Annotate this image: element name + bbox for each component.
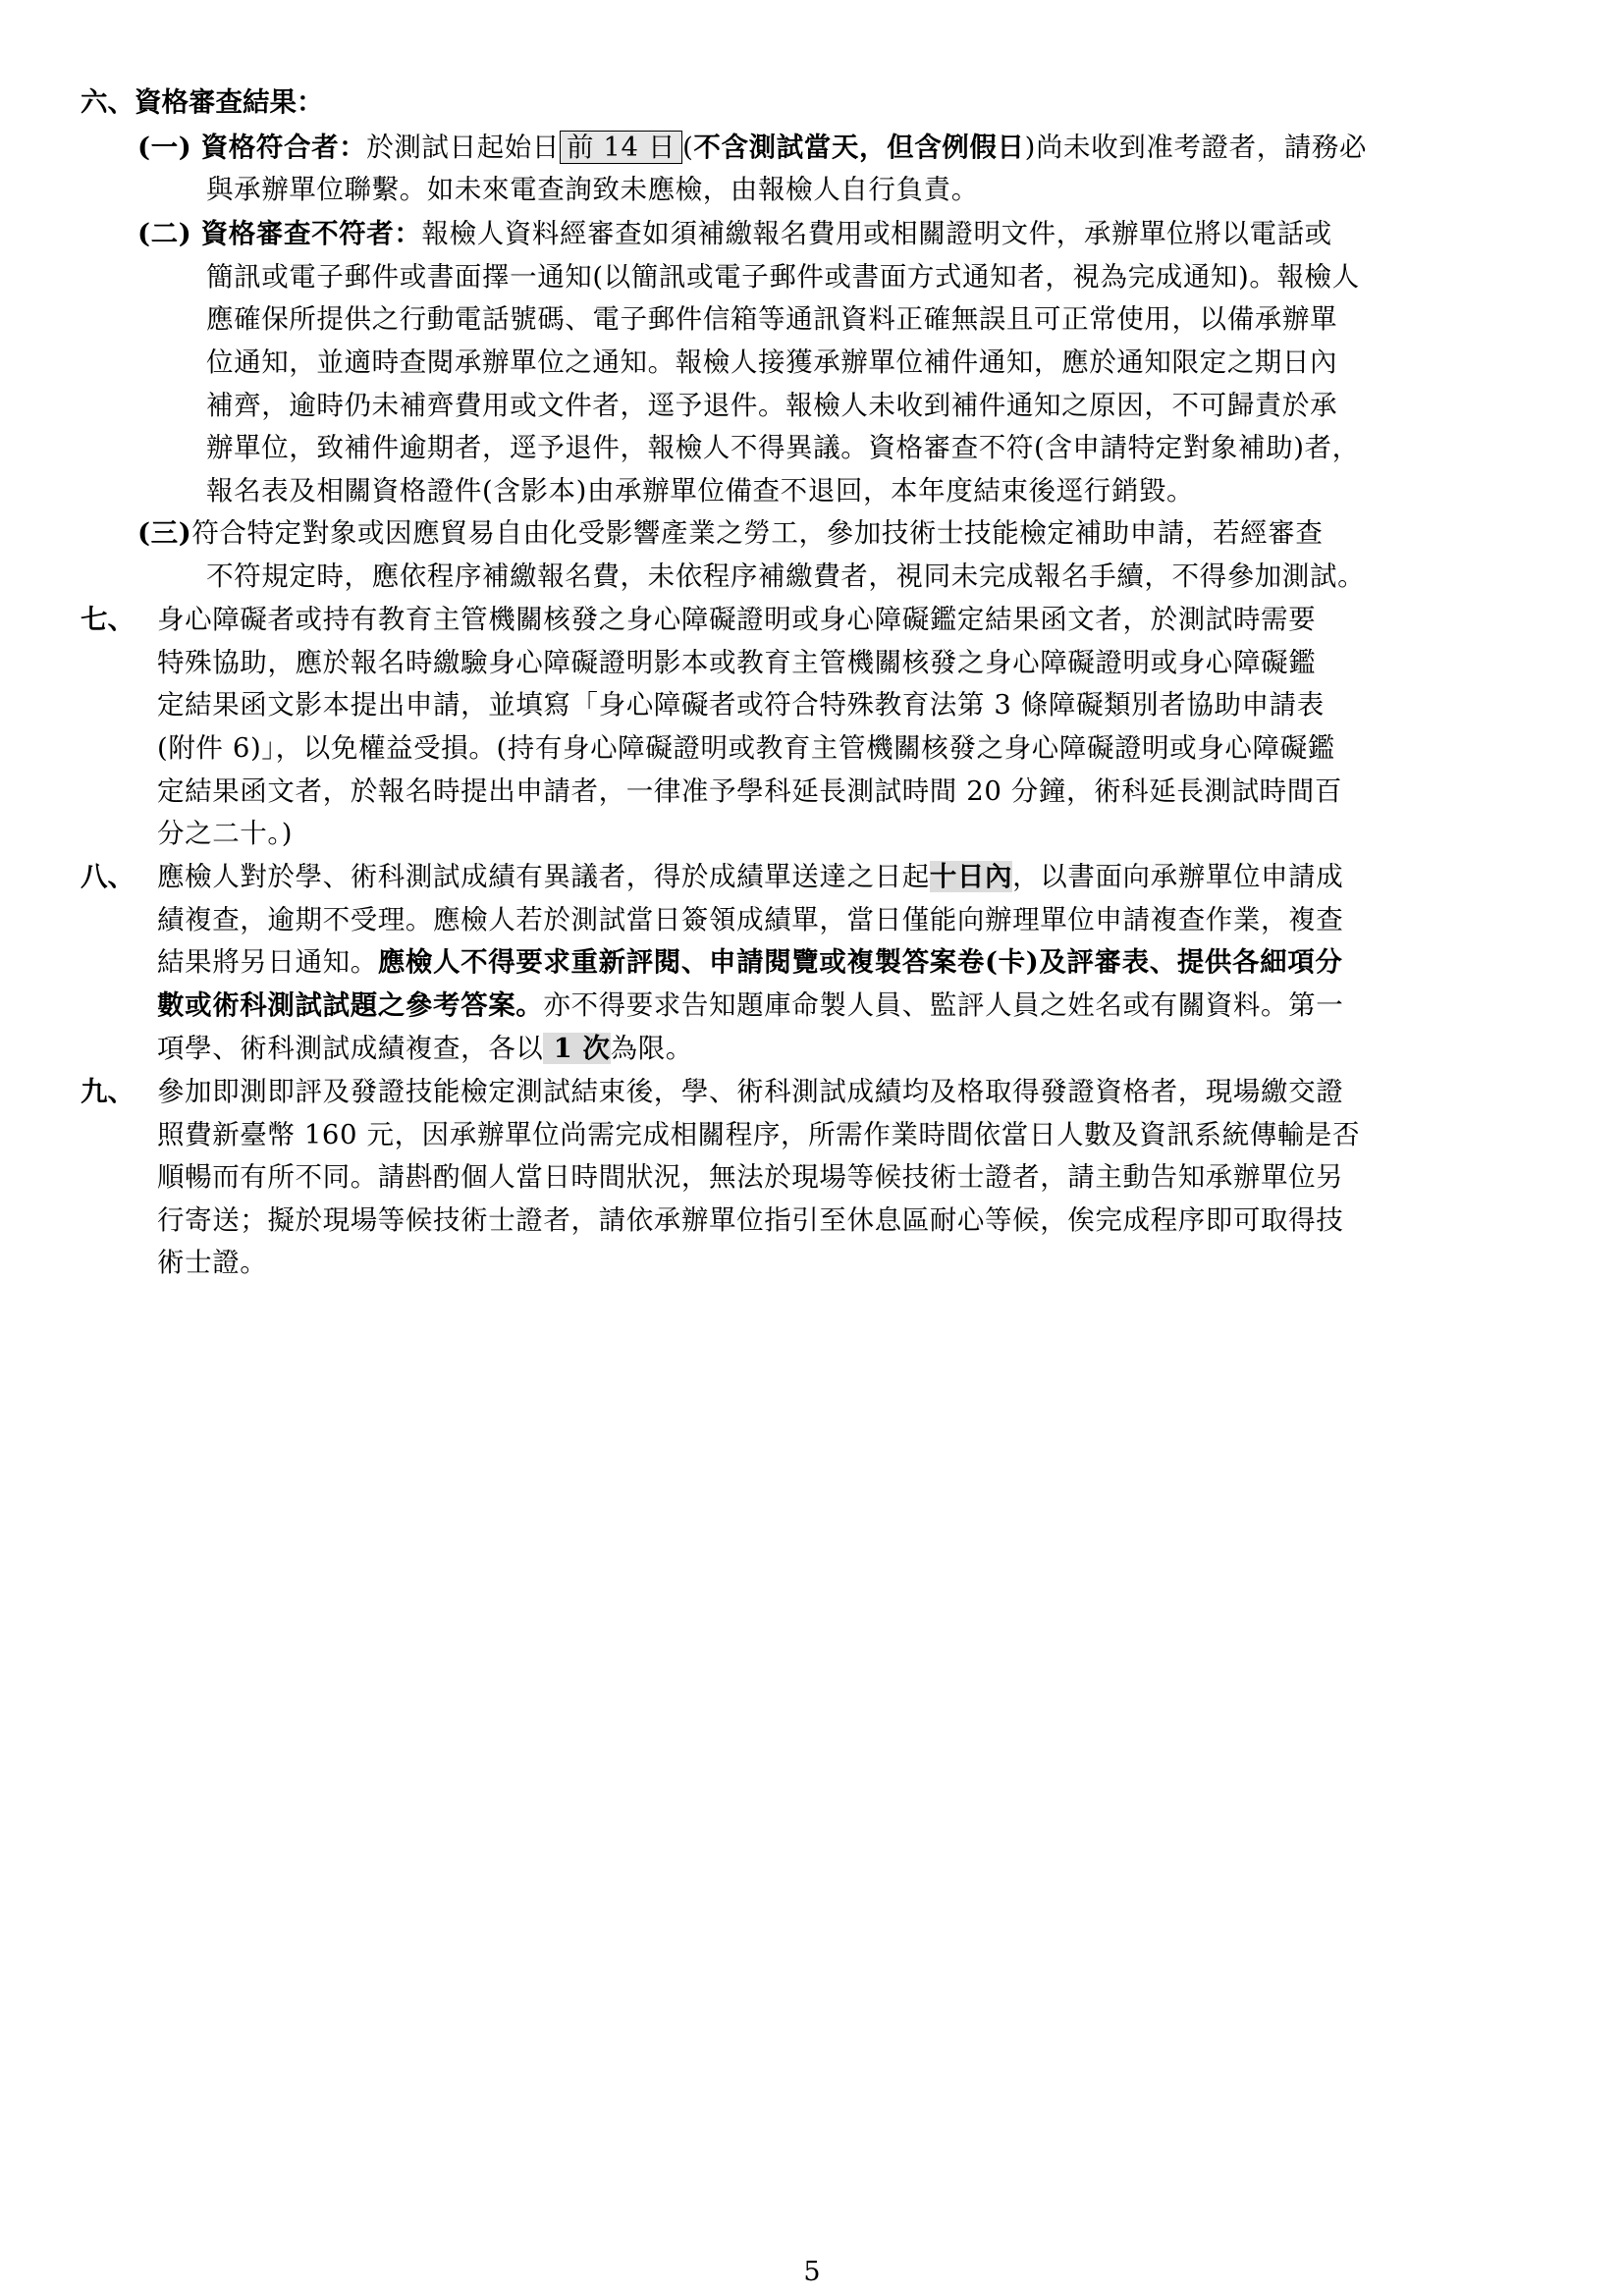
section-8-bold-text-1: 應檢人不得要求重新評閱、申請閱覽或複製答案卷(卡)及評審表、提供各細項分 (377, 946, 1343, 978)
section-8-line-1 (157, 857, 1343, 896)
item-1-bold-text: 不含測試當天，但含例假日 (693, 132, 1025, 163)
section-9-line-2: 照費新臺幣 160 元，因承辦單位尚需完成相關程序，所需作業時間依當日人數及資訊系統傳輸是否 (157, 1119, 1361, 1150)
item-3-number: (三) (137, 517, 192, 549)
item-2-line-1 (137, 214, 1332, 253)
section-7-line-5: 定結果函文者，於報名時提出申請者，一律准予學科延長測試時間 20 分鐘，術科延長測試時間百 (157, 775, 1342, 807)
item-2-line-5: 補齊，逾時仍未補齊費用或文件者，逕予退件。報檢人未收到補件通知之原因，不可歸責於承 (206, 390, 1338, 421)
section-8-bold-text-2: 數或術科測試試題之參考答案。 (157, 989, 544, 1021)
item-2-number: (二) (137, 218, 192, 249)
section-8-line-4 (157, 986, 1343, 1025)
item-3-line-1 (137, 513, 1323, 553)
section-9-line-1: 參加即測即評及發證技能檢定測試結束後，學、術科測試成績均及格取得發證資格者，現場繳交證 (157, 1076, 1344, 1107)
item-2-text: 報檢人資料經審查如須補繳報名費用或相關證明文件，承辦單位將以電話或 (421, 218, 1332, 249)
item-1-title: 資格符合者： (200, 132, 367, 163)
section-7-line-6: 分之二十。) (157, 818, 294, 849)
section-9-line-4: 行寄送；擬於現場等候技術士證者，請依承辦單位指引至休息區耐心等候，俟完成程序即可取得技 (157, 1204, 1344, 1236)
item-1-line-1 (137, 128, 1367, 167)
section-8-line-5 (157, 1029, 693, 1068)
item-1-text-b: ( (682, 132, 694, 163)
section-7-line-4: (附件 6)」，以免權益受損。(持有身心障礙證明或教育主管機關核發之身心障礙證明或身心障礙鑑 (157, 732, 1335, 764)
item-1-number: (一) (137, 132, 192, 163)
section-7-number: 七、 (81, 604, 135, 635)
section-8-text-e: 項學、術科測試成績複查，各以 (157, 1033, 544, 1064)
item-1-line-2: 與承辦單位聯繫。如未來電查詢致未應檢，由報檢人自行負責。 (206, 174, 979, 205)
item-2-title: 資格審查不符者： (200, 218, 422, 249)
section-7-line-3: 定結果函文影本提出申請，並填寫「身心障礙者或符合特殊教育法第 3 條障礙類別者協助申請表 (157, 689, 1325, 721)
section-8-text-f: 為限。 (610, 1033, 693, 1064)
item-2-line-4: 位通知，並適時查閱承辦單位之通知。報檢人接獲承辦單位補件通知，應於通知限定之期日內 (206, 347, 1338, 378)
section-8-text-d: 亦不得要求告知題庫命製人員、監評人員之姓名或有關資料。第一 (543, 989, 1344, 1021)
section-9-number: 九、 (81, 1076, 135, 1107)
item-1-text-a: 於測試日起始日 (366, 132, 560, 163)
section-8-highlight-ten-days: 十日內 (929, 861, 1013, 892)
section-8-text-a: 應檢人對於學、術科測試成績有異議者，得於成績單送達之日起 (157, 861, 930, 892)
section-8-text-c: 結果將另日通知。 (157, 946, 378, 978)
section-7-line-1: 身心障礙者或持有教育主管機關核發之身心障礙證明或身心障礙鑑定結果函文者，於測試時需要 (157, 604, 1317, 635)
section-8-line-3 (157, 942, 1342, 982)
section-9-line-3: 順暢而有所不同。請斟酌個人當日時間狀況，無法於現場等候技術士證者，請主動告知承辦單位另 (157, 1161, 1344, 1193)
item-2-line-3: 應確保所提供之行動電話號碼、電子郵件信箱等通訊資料正確無誤且可正常使用，以備承辦單 (206, 303, 1338, 335)
page-number: 5 (803, 2257, 821, 2287)
item-2-line-2: 簡訊或電子郵件或書面擇一通知(以簡訊或電子郵件或書面方式通知者，視為完成通知)。報檢人 (206, 261, 1360, 293)
item-3-text: 符合特定對象或因應貿易自由化受影響產業之勞工，參加技術士技能檢定補助申請，若經審查 (191, 517, 1324, 549)
item-2-line-7: 報名表及相關資格證件(含影本)由承辦單位備查不退回，本年度結束後逕行銷毀。 (206, 475, 1195, 507)
section-8-number: 八、 (81, 861, 135, 892)
section-7-line-2: 特殊協助，應於報名時繳驗身心障礙證明影本或教育主管機關核發之身心障礙證明或身心障礙鑑 (157, 647, 1317, 678)
section-9-line-5: 術士證。 (157, 1247, 268, 1278)
item-3-line-2: 不符規定時，應依程序補繳報名費，未依程序補繳費者，視同未完成報名手續，不得參加測試。 (206, 561, 1366, 592)
section-8-text-b: ，以書面向承辦單位申請成 (1012, 861, 1344, 892)
item-2-line-6: 辦單位，致補件逾期者，逕予退件，報檢人不得異議。資格審查不符(含申請特定對象補助)者， (206, 432, 1360, 463)
section-8-line-2: 績複查，逾期不受理。應檢人若於測試當日簽領成績單，當日僅能向辦理單位申請複查作業，複查 (157, 904, 1344, 935)
item-1-boxed-text: 前 14 日 (560, 131, 682, 164)
item-1-text-c: )尚未收到准考證者，請務必 (1024, 132, 1368, 163)
section-6-heading: 六、資格審查結果： (81, 86, 324, 118)
section-8-highlight-once: 1 次 (543, 1033, 611, 1064)
